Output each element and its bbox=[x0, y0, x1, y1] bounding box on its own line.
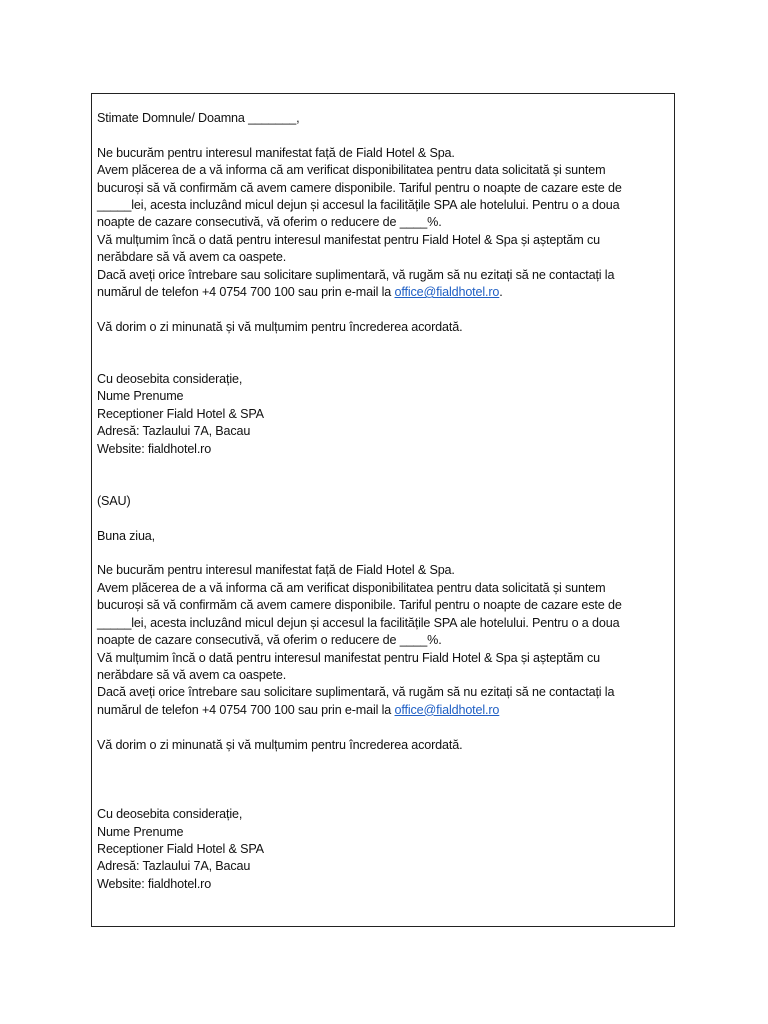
availability-line-2: bucuroși să vă confirmăm că avem camere disponibile. Tariful pentru o noapte de cazare este de bbox=[97, 180, 622, 195]
signature-role: Receptioner Fiald Hotel & SPA bbox=[97, 841, 264, 856]
thanks-line-2: nerăbdare să vă avem ca oaspete. bbox=[97, 250, 287, 265]
interest-line: Ne bucurăm pentru interesul manifestat față de Fiald Hotel & Spa. bbox=[97, 563, 455, 578]
signature-address: Adresă: Tazlaului 7A, Bacau bbox=[97, 859, 251, 874]
contact-line-1: Dacă aveți orice întrebare sau solicitare suplimentară, vă rugăm să nu ezitați să ne contactați la bbox=[97, 267, 615, 282]
signature-name: Nume Prenume bbox=[97, 389, 184, 404]
contact-line-2-text: numărul de telefon +4 0754 700 100 sau prin e-mail la bbox=[97, 702, 395, 717]
signature-website: Website: fialdhotel.ro bbox=[97, 441, 212, 456]
availability-line-3: _____lei, acesta incluzând micul dejun și accesul la facilitățile SPA ale hotelului. Pentru o a doua bbox=[97, 198, 620, 213]
signature-address: Adresă: Tazlaului 7A, Bacau bbox=[97, 424, 251, 439]
contact-line-2-text: numărul de telefon +4 0754 700 100 sau prin e-mail la bbox=[97, 285, 395, 300]
email-link[interactable]: office@fialdhotel.ro bbox=[394, 702, 500, 717]
contact-line-2-period: . bbox=[499, 285, 503, 300]
salutation: Stimate Domnule/ Doamna _______, bbox=[97, 111, 300, 125]
signature-website: Website: fialdhotel.ro bbox=[97, 876, 212, 891]
contact-line-2 bbox=[97, 284, 657, 301]
closing: Cu deosebita considerație, bbox=[97, 807, 243, 822]
wish-line: Vă dorim o zi minunată și vă mulțumim pentru încrederea acordată. bbox=[97, 319, 463, 334]
thanks-line-1: Vă mulțumim încă o dată pentru interesul manifestat pentru Fiald Hotel & Spa și așteptăm cu bbox=[97, 232, 600, 247]
contact-line-2 bbox=[97, 702, 657, 719]
signature-role: Receptioner Fiald Hotel & SPA bbox=[97, 406, 264, 421]
signature-name: Nume Prenume bbox=[97, 824, 184, 839]
availability-line-1: Avem plăcerea de a vă informa că am verificat disponibilitatea pentru data solicitată și suntem bbox=[97, 580, 606, 595]
availability-line-4: noapte de cazare consecutivă, vă oferim o reducere de ____%. bbox=[97, 215, 442, 230]
wish-line: Vă dorim o zi minunată și vă mulțumim pentru încrederea acordată. bbox=[97, 737, 463, 752]
availability-line-1: Avem plăcerea de a vă informa că am verificat disponibilitatea pentru data solicitată și suntem bbox=[97, 163, 606, 178]
letter-body bbox=[97, 110, 657, 893]
availability-line-2: bucuroși să vă confirmăm că avem camere disponibile. Tariful pentru o noapte de cazare este de bbox=[97, 598, 622, 613]
email-link[interactable]: office@fialdhotel.ro bbox=[394, 285, 500, 300]
salutation-alt: Buna ziua, bbox=[97, 528, 156, 543]
interest-line: Ne bucurăm pentru interesul manifestat față de Fiald Hotel & Spa. bbox=[97, 145, 455, 160]
thanks-line-1: Vă mulțumim încă o dată pentru interesul manifestat pentru Fiald Hotel & Spa și așteptăm cu bbox=[97, 650, 600, 665]
contact-line-1: Dacă aveți orice întrebare sau solicitare suplimentară, vă rugăm să nu ezitați să ne contactați la bbox=[97, 685, 615, 700]
closing: Cu deosebita considerație, bbox=[97, 372, 243, 387]
separator-or: (SAU) bbox=[97, 493, 131, 508]
availability-line-3: _____lei, acesta incluzând micul dejun și accesul la facilitățile SPA ale hotelului. Pentru o a doua bbox=[97, 615, 620, 630]
availability-line-4: noapte de cazare consecutivă, vă oferim o reducere de ____%. bbox=[97, 633, 442, 648]
thanks-line-2: nerăbdare să vă avem ca oaspete. bbox=[97, 667, 287, 682]
